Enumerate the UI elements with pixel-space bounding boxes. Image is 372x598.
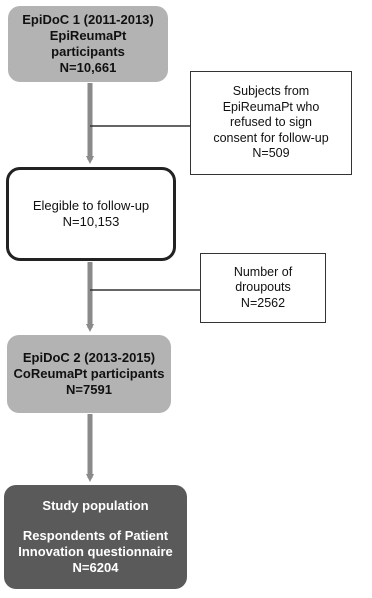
dropouts-line-1: Number of bbox=[233, 264, 293, 279]
eligible-box bbox=[6, 167, 176, 261]
refused-line-4: consent for follow-up bbox=[213, 130, 329, 145]
refused-line-2: EpiReumaPt who bbox=[222, 99, 320, 114]
study-population-box bbox=[4, 485, 187, 589]
eligible-line-1: Elegible to follow-up bbox=[32, 197, 150, 213]
epidoc2-count: N=7591 bbox=[66, 382, 112, 398]
refused-line-1: Subjects from bbox=[232, 83, 310, 98]
epidoc1-box bbox=[8, 6, 168, 82]
epidoc2-box bbox=[7, 335, 171, 413]
refused-consent-box bbox=[190, 71, 352, 175]
eligible-count: N=10,153 bbox=[62, 214, 120, 229]
refused-count: N=509 bbox=[252, 146, 290, 161]
study-line-1: Respondents of Patient bbox=[22, 527, 169, 543]
study-count: N=6204 bbox=[72, 560, 119, 576]
epidoc1-line-1: EpiDoC 1 (2011-2013) bbox=[22, 11, 154, 27]
dropouts-count: N=2562 bbox=[240, 295, 286, 310]
epidoc1-count: N=10,661 bbox=[59, 60, 117, 76]
dropouts-line-2: droupouts bbox=[235, 280, 291, 295]
refused-line-3: refused to sign bbox=[230, 115, 312, 130]
study-line-2: Innovation questionnaire bbox=[18, 544, 173, 559]
dropouts-box bbox=[200, 253, 326, 323]
epidoc2-line-2: CoReumaPt participants bbox=[13, 365, 165, 381]
epidoc1-line-3: participants bbox=[51, 44, 125, 59]
study-title: Study population bbox=[42, 497, 149, 513]
epidoc2-line-1: EpiDoC 2 (2013-2015) bbox=[22, 349, 156, 365]
epidoc1-line-2: EpiReumaPt bbox=[49, 27, 127, 43]
